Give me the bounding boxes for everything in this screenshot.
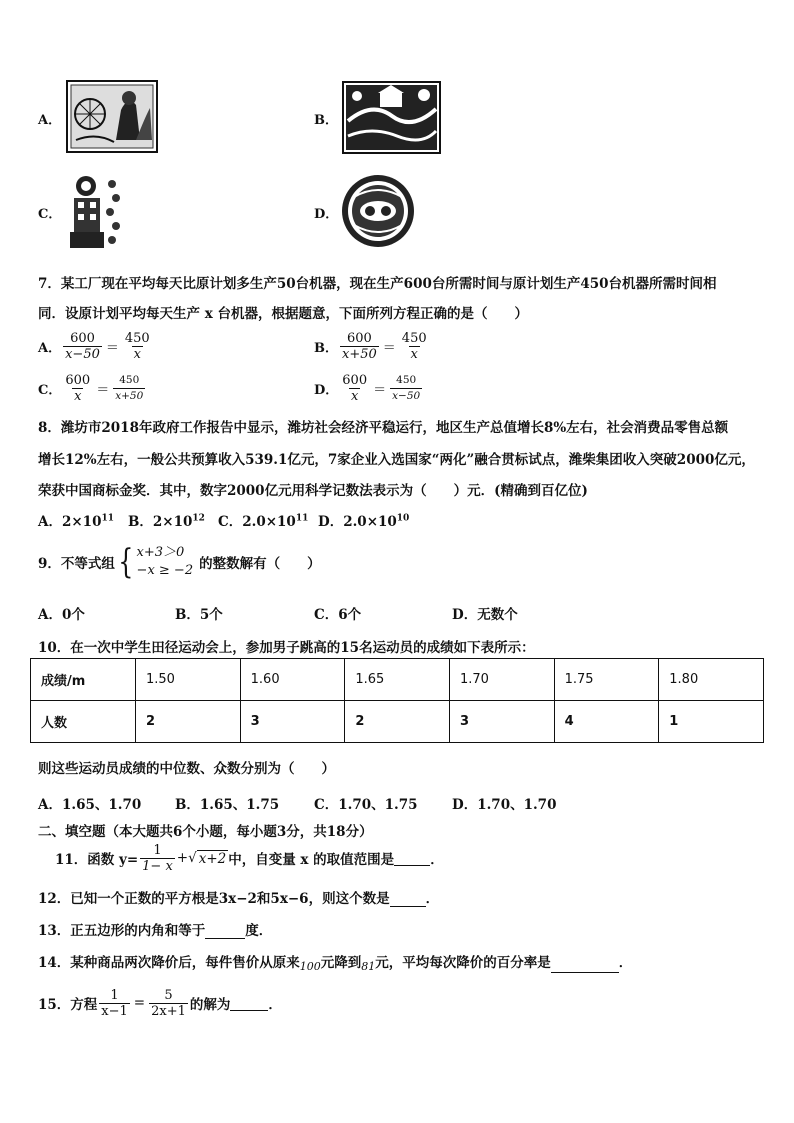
q7-option-a-label: A． (38, 340, 62, 356)
q10-question: 则这些运动员成绩的中位数、众数分别为（ ） (38, 761, 335, 777)
table-cell: 3 (449, 701, 554, 743)
q7-option-c (38, 370, 147, 406)
table-cell: 1.60 (240, 659, 345, 701)
q8-option-a (38, 510, 114, 530)
papercut-round-image (340, 173, 416, 249)
price-original: 100 (299, 960, 321, 973)
q14-suffix: 元，平均每次降价的百分率是 (375, 955, 551, 971)
table-cell: 1.65 (345, 659, 450, 701)
q11-suffix: 中，自变量 x 的取值范围是 (228, 852, 395, 868)
q15-end: ． (268, 997, 282, 1013)
table-cell: 2 (345, 701, 450, 743)
q8-option-c (218, 510, 308, 530)
q10-option-d: D．1.70、1.70 (452, 797, 557, 813)
equals-sign: ＝ (373, 382, 387, 398)
q12-stem (38, 887, 439, 907)
sqrt-icon: √ (188, 850, 197, 866)
q14-mid: 元降到 (320, 955, 362, 971)
fraction (113, 373, 145, 404)
scores-table (30, 658, 764, 743)
table-cell: 1.75 (554, 659, 659, 701)
exponent: 10 (396, 513, 410, 524)
q7-option-b-label: B． (314, 340, 338, 356)
denominator: x+50 (115, 389, 144, 402)
fraction (400, 331, 429, 362)
q10-option-c: C．1.70、1.75 (314, 797, 418, 813)
q7-stem-line2: 同．设原计划平均每天生产 x 台机器，根据题意，下面所列方程正确的是（ ） (38, 306, 528, 322)
q8-stem-line2: 增长12%左右，一般公共预算收入539.1亿元，7家企业入选国家“两化”融合贯标试点，潍柴集团收入突破2000亿元， (38, 452, 755, 468)
q11-stem (55, 840, 444, 876)
numerator: 450 (124, 330, 150, 346)
q15-prefix: 15．方程 (38, 997, 98, 1013)
section-title: 二、填空题（本大题共6个小题，每小题3分，共18分） (38, 824, 373, 840)
denominator: x+50 (342, 346, 377, 362)
numerator: 600 (342, 372, 368, 388)
q9-option-b: B．5个 (175, 607, 223, 623)
q12-end: ． (425, 891, 440, 907)
exponent: 11 (101, 513, 114, 524)
numerator: 600 (70, 330, 95, 346)
q13-stem (38, 919, 272, 939)
q9-option-c: C．6个 (314, 607, 362, 623)
answer-blank[interactable] (551, 958, 619, 973)
q10-option-a: A．1.65、1.70 (38, 797, 142, 813)
q10-stem: 10．在一次中学生田径运动会上，参加男子跳高的15名运动员的成绩如下表所示： (38, 640, 535, 656)
inequality-1: x+3＞0 (136, 545, 185, 560)
numerator: 450 (396, 373, 417, 386)
q8-option-c-text: C．2.0×10 (218, 514, 296, 530)
table-row (31, 659, 764, 701)
fraction (63, 331, 102, 362)
answer-blank[interactable] (205, 924, 245, 939)
q12-text: 12．已知一个正数的平方根是3x−2和5x−6，则这个数是 (38, 891, 390, 907)
q7-option-a (38, 328, 154, 364)
q6-option-b-label: B． (314, 113, 338, 128)
equals-sign: = (133, 995, 146, 1011)
brace-icon: { (118, 542, 134, 582)
plus-sign: + (176, 850, 189, 866)
q6-option-c-label: C． (38, 207, 62, 222)
answer-blank[interactable] (394, 851, 430, 866)
numerator: 1 (153, 842, 162, 858)
q14-prefix: 14．某种商品两次降价后，每件售价从原来 (38, 955, 300, 971)
papercut-figure-image (66, 172, 124, 250)
q7-option-c-label: C． (38, 382, 62, 398)
numerator: 1 (110, 987, 119, 1003)
fraction (63, 373, 92, 404)
q8-stem-line1: 8．潍坊市2018年政府工作报告中显示，潍坊社会经济平稳运行，地区生产总值增长8%左右，社会消费品零售总额 (38, 420, 729, 436)
fraction (149, 988, 188, 1019)
denominator: x (133, 346, 141, 362)
numerator: 600 (346, 330, 372, 346)
inequality-system (137, 544, 194, 580)
q6-option-a-label: A． (38, 113, 62, 128)
denominator: x−50 (392, 389, 421, 402)
equals-sign: ＝ (96, 382, 110, 398)
numerator: 5 (164, 987, 173, 1003)
table-cell: 1.50 (136, 659, 241, 701)
papercut-landscape-image (342, 81, 441, 154)
table-row (31, 701, 764, 743)
q8-option-a-text: A．2×10 (38, 514, 102, 530)
inequality-2: −x ≥ −2 (136, 563, 194, 578)
q7-option-b (314, 328, 431, 364)
q8-option-d (318, 510, 409, 530)
numerator: 450 (119, 373, 140, 386)
denominator: x−50 (65, 346, 100, 362)
denominator: x (74, 388, 82, 404)
q8-option-d-text: D．2.0×10 (318, 514, 397, 530)
equals-sign: ＝ (382, 340, 396, 356)
q9-option-d: D．无数个 (452, 607, 518, 623)
denominator: 1− x (142, 858, 173, 874)
fraction (123, 331, 152, 362)
table-cell: 1 (659, 701, 764, 743)
table-cell: 成绩/m (31, 659, 136, 701)
table-cell: 1.70 (449, 659, 554, 701)
exponent: 12 (192, 513, 205, 524)
table-cell: 3 (240, 701, 345, 743)
q8-option-b (128, 510, 205, 530)
q9-prefix: 9．不等式组 (38, 556, 115, 572)
q8-stem-line3: 荣获中国商标金奖．其中，数字2000亿元用科学记数法表示为（ ）元．(精确到百亿位) (38, 483, 588, 499)
fraction (140, 843, 175, 874)
answer-blank[interactable] (390, 892, 426, 907)
q11-end: ． (430, 852, 444, 868)
denominator: x (410, 346, 418, 362)
q14-end: ． (618, 955, 633, 971)
exponent: 11 (295, 513, 309, 524)
table-cell: 1.80 (659, 659, 764, 701)
fraction (99, 988, 130, 1019)
q9-option-a: A．0个 (38, 607, 85, 623)
papercut-spinning-image (66, 80, 158, 153)
radicand: x+2 (198, 850, 227, 867)
table-cell: 2 (136, 701, 241, 743)
q6-option-d-label: D． (314, 207, 339, 222)
q11-prefix: 11．函数 y= (55, 852, 139, 868)
table-cell: 4 (554, 701, 659, 743)
table-cell: 人数 (31, 701, 136, 743)
q15-suffix: 的解为 (189, 997, 231, 1013)
q8-option-b-text: B．2×10 (128, 514, 193, 530)
q14-stem (38, 951, 632, 973)
q9-suffix: 的整数解有（ ） (199, 556, 321, 572)
q7-option-d (314, 370, 424, 406)
denominator: x (351, 388, 359, 404)
price-final: 81 (361, 960, 376, 973)
q9-stem (38, 540, 321, 584)
q7-stem-line1: 7．某工厂现在平均每天比原计划多生产50台机器，现在生产600台所需时间与原计划生产450台机器所需时间相 (38, 276, 717, 292)
denominator: x−1 (101, 1003, 128, 1019)
fraction (340, 331, 379, 362)
fraction (340, 373, 369, 404)
q13-end: 度． (245, 923, 273, 939)
q7-option-d-label: D． (314, 382, 339, 398)
answer-blank[interactable] (230, 996, 268, 1011)
q15-stem (38, 984, 282, 1022)
denominator: 2x+1 (151, 1003, 186, 1019)
numerator: 450 (401, 330, 427, 346)
numerator: 600 (65, 372, 91, 388)
equals-sign: ＝ (105, 340, 119, 356)
q13-text: 13．正五边形的内角和等于 (38, 923, 206, 939)
q10-option-b: B．1.65、1.75 (175, 797, 280, 813)
fraction (390, 373, 422, 404)
